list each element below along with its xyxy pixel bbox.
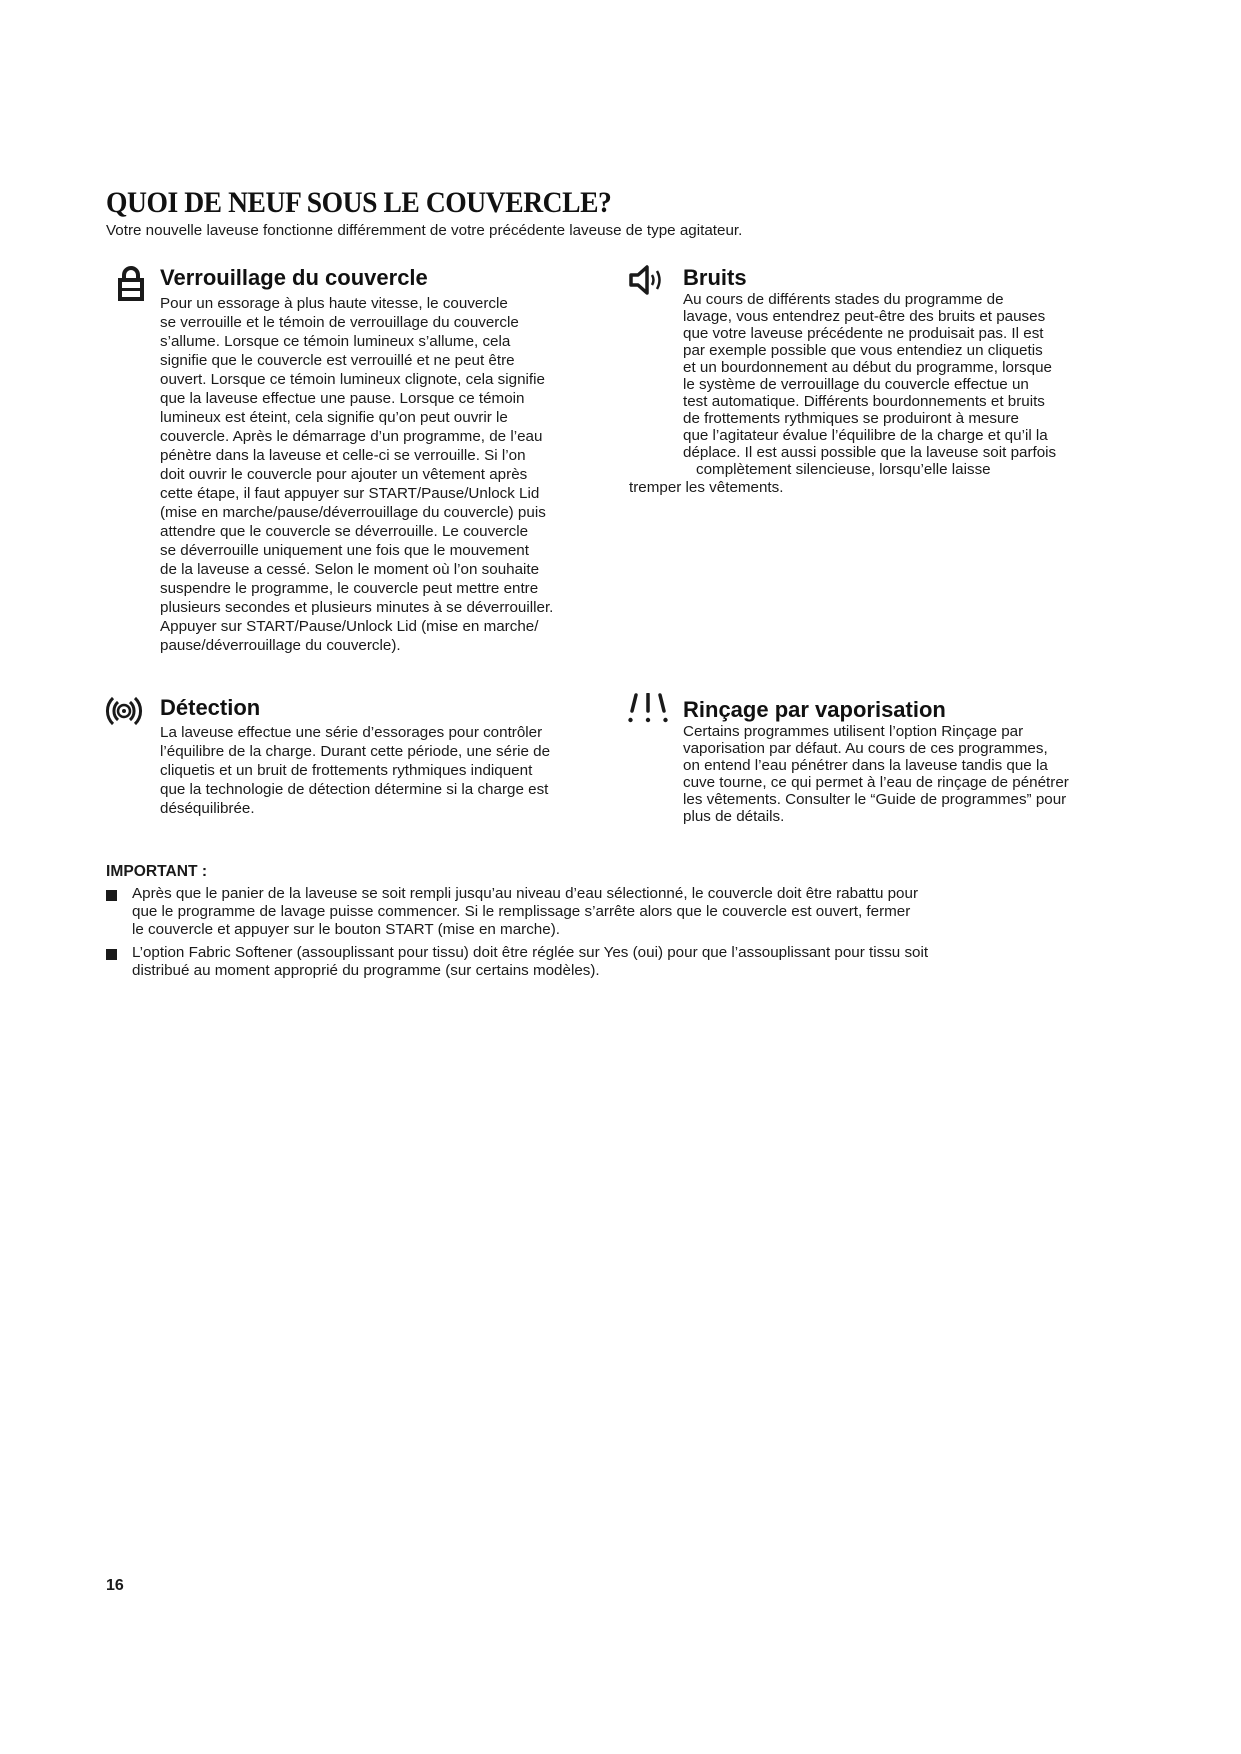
padlock-icon [117,265,145,301]
bullet-text [132,885,918,939]
body-line: cuve tourne, ce qui permet à l’eau de rinçage de pénétrer [683,774,1069,791]
body-line: attendre que le couvercle se déverrouille. Le couvercle [160,523,529,540]
body-line: test automatique. Différents bourdonnements et bruits [683,393,1045,410]
body-line: Pour un essorage à plus haute vitesse, le couvercle [160,295,508,312]
body-line: couvercle. Après le démarrage d’un programme, de l’eau [160,428,543,445]
page-intro: Votre nouvelle laveuse fonctionne différemment de votre précédente laveuse de type agitateur. [106,222,743,239]
body-line: s’allume. Lorsque ce témoin lumineux s’allume, cela [160,333,511,350]
body-line: par exemple possible que vous entendiez un cliquetis [683,342,1043,359]
body-line: de frottements rythmiques se produiront à mesure [683,410,1019,427]
body-line: le système de verrouillage du couvercle effectue un [683,376,1029,393]
bullet-text [132,944,928,980]
body-line: ouvert. Lorsque ce témoin lumineux clignote, cela signifie [160,371,545,388]
square-bullet-icon [106,890,117,901]
bullet-line: L’option Fabric Softener (assouplissant pour tissu) doit être réglée sur Yes (oui) pour que l’assouplissant pour tissu soit [132,944,929,961]
body-line: (mise en marche/pause/déverrouillage du couvercle) puis [160,504,546,521]
body-line: Certains programmes utilisent l’option Rinçage par [683,723,1024,740]
body-line: on entend l’eau pénétrer dans la laveuse tandis que la [683,757,1048,774]
body-line: lavage, vous entendrez peut-être des bruits et pauses [683,308,1046,325]
important-heading: IMPORTANT : [106,863,208,880]
bullet-line: le couvercle et appuyer sur le bouton START (mise en marche). [132,921,560,938]
bullet-line: Après que le panier de la laveuse se soit rempli jusqu’au niveau d’eau sélectionné, le couvercle doit être rabattu pour [132,885,919,902]
body-line: les vêtements. Consulter le “Guide de programmes” pour [683,791,1067,808]
lid-lock-title: Verrouillage du couvercle [160,265,428,290]
body-line: pause/déverrouillage du couvercle). [160,637,401,654]
square-bullet-icon [106,949,117,960]
body-line: signifie que le couvercle est verrouillé et ne peut être [160,352,515,369]
sensing-icon [104,692,144,730]
body-line: suspendre le programme, le couvercle peut mettre entre [160,580,539,597]
spray-droplets-icon [626,693,670,729]
bullet-line: que le programme de lavage puisse commencer. Si le remplissage s’arrête alors que le couvercle est ouvert, fermer [132,903,911,920]
body-line: pénètre dans la laveuse et celle-ci se verrouille. Si l’on [160,447,526,464]
body-line: que la technologie de détection détermine si la charge est [160,781,549,798]
body-line: et un bourdonnement au début du programme, lorsque [683,359,1052,376]
noises-last-line: tremper les vêtements. [629,479,784,496]
bullet-line: distribué au moment approprié du programme (sur certains modèles). [132,962,600,979]
body-line: complètement silencieuse, lorsqu’elle laisse [696,461,991,478]
body-line: l’équilibre de la charge. Durant cette période, une série de [160,743,551,760]
body-line: se verrouille et le témoin de verrouillage du couvercle [160,314,519,331]
page-number: 16 [106,1577,124,1594]
body-line: déséquilibrée. [160,800,255,817]
body-line: que votre laveuse précédente ne produisait pas. Il est [683,325,1044,342]
noises-body [683,291,1056,478]
body-line: Appuyer sur START/Pause/Unlock Lid (mise en marche/ [160,618,539,635]
speaker-icon [628,264,668,296]
body-line: lumineux est éteint, cela signifie qu’on peut ouvrir le [160,409,508,426]
body-line: se déverrouille uniquement une fois que le mouvement [160,542,529,559]
body-line: plus de détails. [683,808,785,825]
spray-rinse-body [683,723,1069,825]
body-line: doit ouvrir le couvercle pour ajouter un vêtement après [160,466,528,483]
detection-title: Détection [160,695,261,720]
noises-title: Bruits [683,265,747,290]
body-line: Au cours de différents stades du programme de [683,291,1004,308]
body-line: La laveuse effectue une série d’essorages pour contrôler [160,724,543,741]
body-line: plusieurs secondes et plusieurs minutes à se déverrouiller. [160,599,554,616]
body-line: déplace. Il est aussi possible que la laveuse soit parfois [683,444,1057,461]
body-line: que la laveuse effectue une pause. Lorsque ce témoin [160,390,525,407]
detection-body [160,723,550,818]
page-title: QUOI DE NEUF SOUS LE COUVERCLE? [106,186,612,219]
body-line: que l’agitateur évalue l’équilibre de la charge et qu’il la [683,427,1048,444]
body-line: cette étape, il faut appuyer sur START/Pause/Unlock Lid [160,485,540,502]
body-line: vaporisation par défaut. Au cours de ces programmes, [683,740,1048,757]
lid-lock-body [160,294,553,655]
body-line: cliquetis et un bruit de frottements rythmiques indiquent [160,762,533,779]
body-line: de la laveuse a cessé. Selon le moment où l’on souhaite [160,561,540,578]
spray-rinse-title: Rinçage par vaporisation [683,697,946,722]
